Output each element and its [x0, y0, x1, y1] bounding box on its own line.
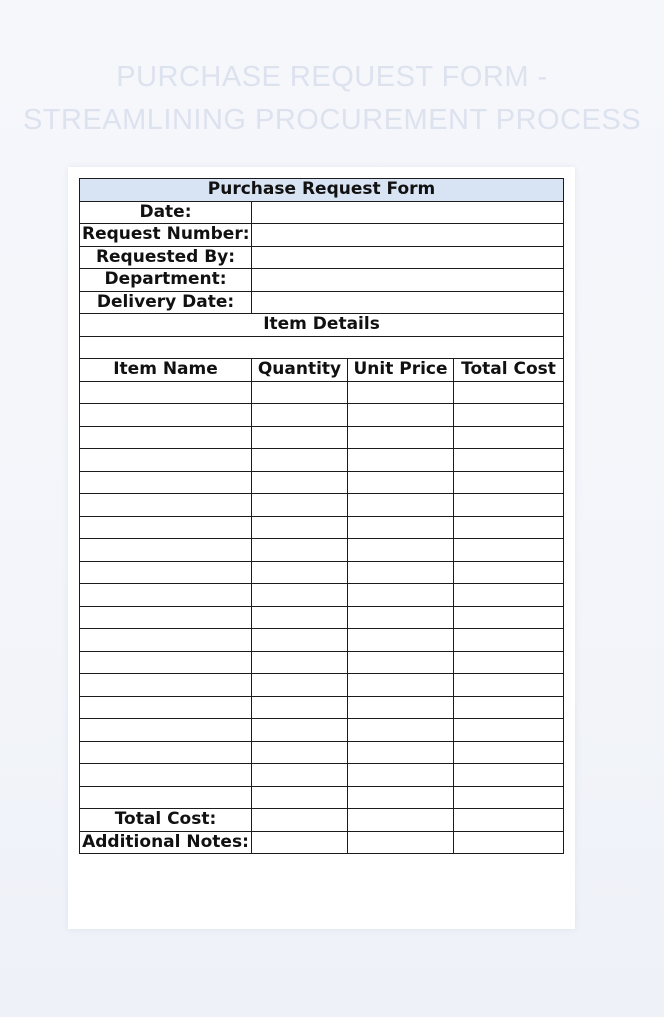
delivery-date-row [80, 291, 564, 314]
column-header-row [80, 359, 564, 382]
additional-notes-cell[interactable] [454, 831, 564, 854]
item-details-label: Item Details [80, 314, 564, 337]
total-cost-item-cell[interactable] [454, 629, 564, 652]
item-name-cell[interactable] [80, 471, 252, 494]
quantity-cell[interactable] [252, 786, 348, 809]
total-cost-item-cell[interactable] [454, 516, 564, 539]
item-name-cell[interactable] [80, 651, 252, 674]
total-cost-item-cell[interactable] [454, 764, 564, 787]
total-cost-item-cell[interactable] [454, 404, 564, 427]
quantity-cell[interactable] [252, 561, 348, 584]
unit-price-cell[interactable] [348, 696, 454, 719]
item-row [80, 539, 564, 562]
unit-price-cell[interactable] [348, 584, 454, 607]
item-row [80, 449, 564, 472]
quantity-cell[interactable] [252, 516, 348, 539]
total-cost-cell[interactable] [348, 809, 454, 832]
column-header-total-cost: Total Cost [454, 359, 564, 382]
quantity-cell[interactable] [252, 764, 348, 787]
unit-price-cell[interactable] [348, 719, 454, 742]
quantity-cell[interactable] [252, 539, 348, 562]
total-cost-item-cell[interactable] [454, 494, 564, 517]
item-name-cell[interactable] [80, 629, 252, 652]
item-row [80, 719, 564, 742]
item-row [80, 696, 564, 719]
unit-price-cell[interactable] [348, 449, 454, 472]
total-cost-item-cell[interactable] [454, 786, 564, 809]
unit-price-cell[interactable] [348, 381, 454, 404]
quantity-cell[interactable] [252, 449, 348, 472]
column-header-quantity: Quantity [252, 359, 348, 382]
purchase-request-table [79, 178, 564, 854]
total-cost-item-cell[interactable] [454, 719, 564, 742]
quantity-cell[interactable] [252, 584, 348, 607]
unit-price-cell[interactable] [348, 786, 454, 809]
total-cost-item-cell[interactable] [454, 561, 564, 584]
total-cost-item-cell[interactable] [454, 381, 564, 404]
quantity-cell[interactable] [252, 381, 348, 404]
page-heading [0, 56, 664, 142]
delivery-date-field[interactable] [252, 291, 564, 314]
date-row [80, 201, 564, 224]
item-row [80, 494, 564, 517]
item-row [80, 786, 564, 809]
item-name-cell[interactable] [80, 696, 252, 719]
column-header-unit-price: Unit Price [348, 359, 454, 382]
total-cost-item-cell[interactable] [454, 696, 564, 719]
quantity-cell[interactable] [252, 471, 348, 494]
unit-price-cell[interactable] [348, 539, 454, 562]
item-row [80, 561, 564, 584]
total-cost-item-cell[interactable] [454, 741, 564, 764]
requested-by-row [80, 246, 564, 269]
quantity-cell[interactable] [252, 651, 348, 674]
item-row [80, 381, 564, 404]
unit-price-cell[interactable] [348, 494, 454, 517]
page-heading-line-2: STREAMLINING PROCUREMENT PROCESS [22, 104, 642, 136]
item-name-cell[interactable] [80, 426, 252, 449]
item-row [80, 404, 564, 427]
total-cost-item-cell[interactable] [454, 449, 564, 472]
quantity-cell[interactable] [252, 741, 348, 764]
item-row [80, 741, 564, 764]
unit-price-cell[interactable] [348, 651, 454, 674]
item-name-cell[interactable] [80, 674, 252, 697]
quantity-cell[interactable] [252, 606, 348, 629]
column-header-item-name: Item Name [80, 359, 252, 382]
item-row [80, 674, 564, 697]
requested-by-field[interactable] [252, 246, 564, 269]
item-row [80, 471, 564, 494]
unit-price-cell[interactable] [348, 426, 454, 449]
unit-price-cell[interactable] [348, 516, 454, 539]
item-name-cell[interactable] [80, 539, 252, 562]
item-name-cell[interactable] [80, 786, 252, 809]
additional-notes-cell[interactable] [348, 831, 454, 854]
form-title-row [80, 179, 564, 202]
item-row [80, 516, 564, 539]
quantity-cell[interactable] [252, 629, 348, 652]
item-name-cell[interactable] [80, 516, 252, 539]
item-name-cell[interactable] [80, 719, 252, 742]
additional-notes-cell[interactable] [252, 831, 348, 854]
request-number-field[interactable] [252, 224, 564, 247]
total-cost-item-cell[interactable] [454, 584, 564, 607]
item-name-cell[interactable] [80, 561, 252, 584]
item-name-cell[interactable] [80, 404, 252, 427]
item-name-cell[interactable] [80, 381, 252, 404]
item-row [80, 651, 564, 674]
item-name-cell[interactable] [80, 606, 252, 629]
total-cost-cell[interactable] [454, 809, 564, 832]
total-cost-item-cell[interactable] [454, 606, 564, 629]
form-title: Purchase Request Form [80, 179, 564, 202]
department-label: Department: [80, 269, 252, 292]
item-row [80, 584, 564, 607]
item-details-row [80, 314, 564, 337]
total-cost-label: Total Cost: [80, 809, 252, 832]
department-field[interactable] [252, 269, 564, 292]
total-cost-item-cell[interactable] [454, 426, 564, 449]
item-name-cell[interactable] [80, 741, 252, 764]
department-row [80, 269, 564, 292]
quantity-cell[interactable] [252, 696, 348, 719]
item-details-blank-cell[interactable] [80, 336, 564, 359]
date-field[interactable] [252, 201, 564, 224]
unit-price-cell[interactable] [348, 764, 454, 787]
unit-price-cell[interactable] [348, 629, 454, 652]
additional-notes-label: Additional Notes: [80, 831, 252, 854]
unit-price-cell[interactable] [348, 606, 454, 629]
quantity-cell[interactable] [252, 426, 348, 449]
requested-by-label: Requested By: [80, 246, 252, 269]
total-cost-cell[interactable] [252, 809, 348, 832]
item-name-cell[interactable] [80, 449, 252, 472]
unit-price-cell[interactable] [348, 561, 454, 584]
quantity-cell[interactable] [252, 719, 348, 742]
total-cost-row [80, 809, 564, 832]
total-cost-item-cell[interactable] [454, 651, 564, 674]
page-heading-line-1: PURCHASE REQUEST FORM - [116, 61, 548, 93]
quantity-cell[interactable] [252, 674, 348, 697]
total-cost-item-cell[interactable] [454, 674, 564, 697]
item-name-cell[interactable] [80, 494, 252, 517]
unit-price-cell[interactable] [348, 404, 454, 427]
delivery-date-label: Delivery Date: [80, 291, 252, 314]
unit-price-cell[interactable] [348, 674, 454, 697]
unit-price-cell[interactable] [348, 471, 454, 494]
item-name-cell[interactable] [80, 584, 252, 607]
item-details-blank-row [80, 336, 564, 359]
unit-price-cell[interactable] [348, 741, 454, 764]
additional-notes-row [80, 831, 564, 854]
item-name-cell[interactable] [80, 764, 252, 787]
request-number-label: Request Number: [80, 224, 252, 247]
item-row [80, 764, 564, 787]
date-label: Date: [80, 201, 252, 224]
quantity-cell[interactable] [252, 494, 348, 517]
quantity-cell[interactable] [252, 404, 348, 427]
total-cost-item-cell[interactable] [454, 471, 564, 494]
request-number-row [80, 224, 564, 247]
item-row [80, 426, 564, 449]
item-row [80, 606, 564, 629]
item-row [80, 629, 564, 652]
total-cost-item-cell[interactable] [454, 539, 564, 562]
